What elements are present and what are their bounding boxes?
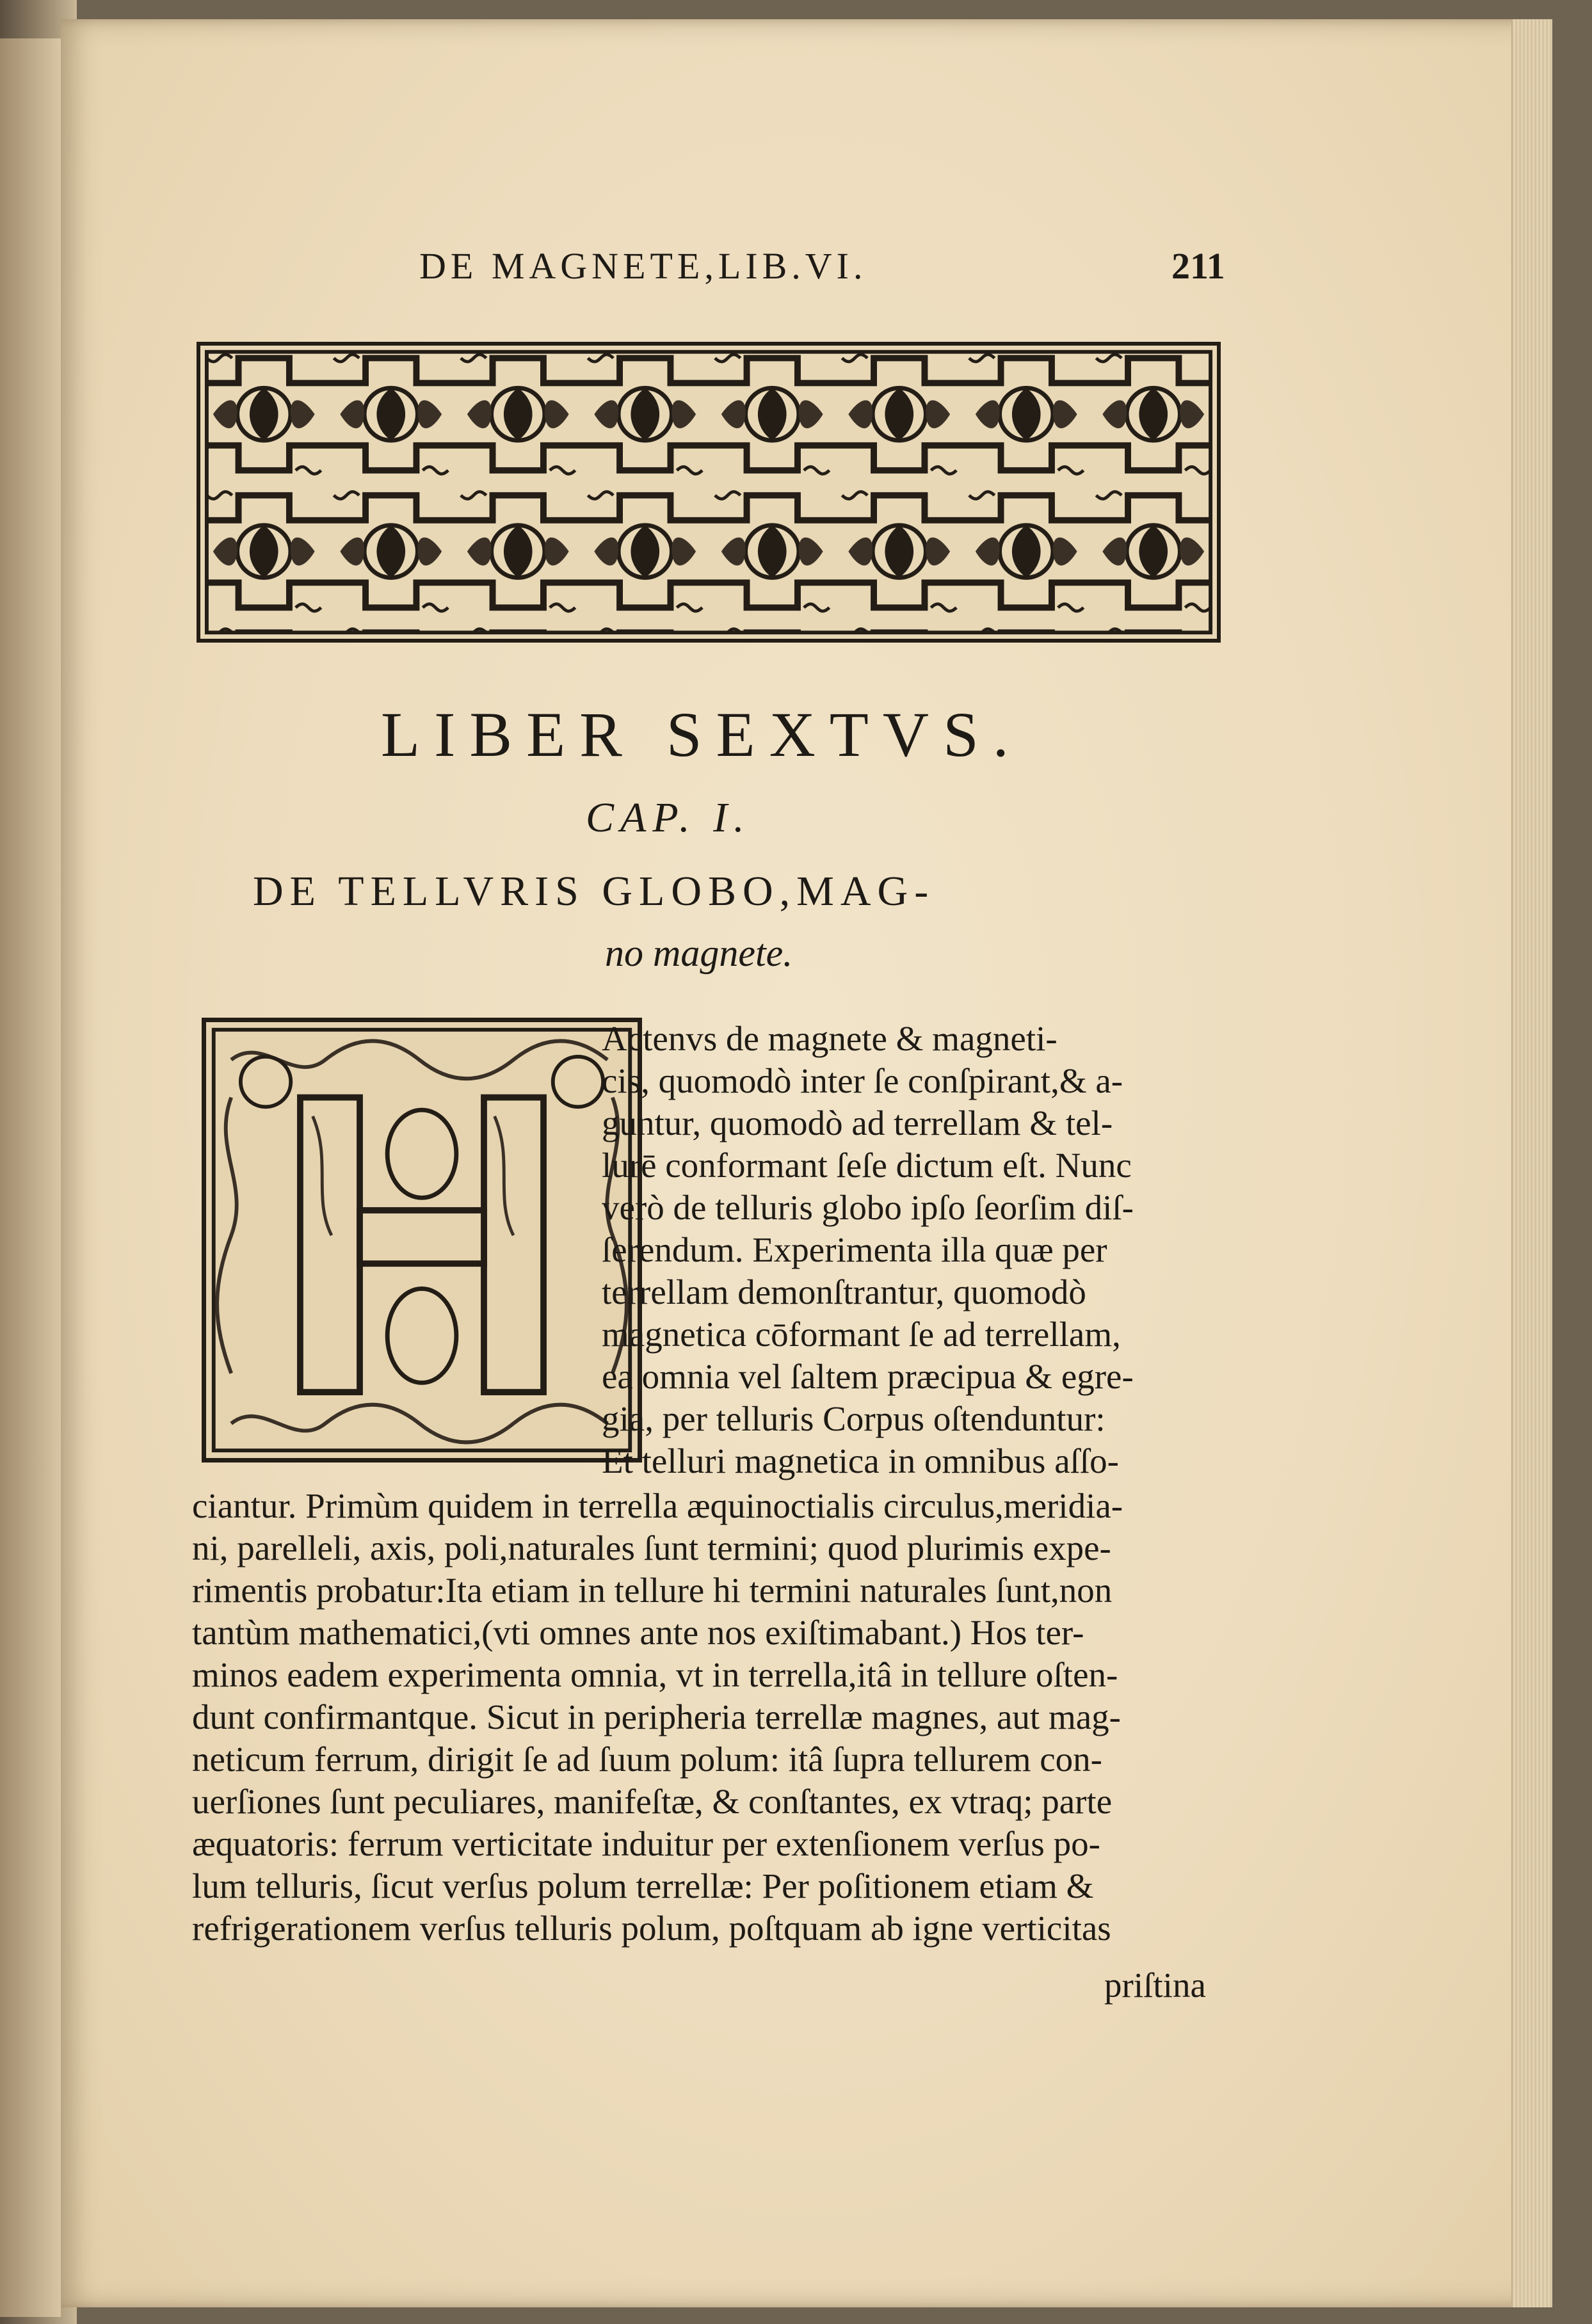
text-line: lum telluris, ſicut verſus polum terrellæ: Per poſitionem etiam &: [192, 1866, 1094, 1905]
text-line: æquatoris: ferrum verticitate induitur per extenſionem verſus po-: [192, 1824, 1100, 1863]
decorated-initial: [202, 1018, 642, 1463]
text-line: magnetica cōformant ſe ad terrellam,: [602, 1315, 1121, 1354]
book-title: LIBER SEXTVS.: [381, 699, 1023, 770]
text-line: lurē conformant ſeſe dictum eſt. Nunc: [602, 1146, 1132, 1185]
text-line: ſerendum. Experimenta illa quæ per: [602, 1230, 1107, 1269]
text-line: verò de telluris globo ipſo ſeorſim diſ-: [602, 1188, 1134, 1227]
text-line: Et telluri magnetica in omnibus aſſo-: [602, 1441, 1120, 1480]
catchword: priſtina: [1104, 1966, 1206, 2005]
text-line: refrigerationem verſus telluris polum, poſtquam ab igne verticitas: [192, 1909, 1111, 1948]
text-line: ciantur. Primùm quidem in terrella æquinoctialis circulus,meridia-: [192, 1486, 1123, 1525]
text-line: rimentis probatur:Ita etiam in tellure hi termini naturales ſunt,non: [192, 1571, 1113, 1610]
text-line: terrellam demonſtrantur, quomodò: [602, 1272, 1086, 1311]
running-head: DE MAGNETE,LIB.VI.: [419, 245, 867, 287]
ornament-pattern-icon: [200, 346, 1217, 639]
text-line: neticum ferrum, dirigit ſe ad ſuum polum: itâ ſupra tellurem con-: [192, 1740, 1102, 1779]
facing-page-edge: [0, 38, 63, 2317]
text-line: ea omnia vel ſaltem præcipua & egre-: [602, 1357, 1134, 1396]
text-line: ni, parelleli, axis, poli,naturales ſunt termini; quod plurimis expe-: [192, 1528, 1111, 1567]
initial-letter-h-icon: [206, 1022, 638, 1458]
page-edges: [1511, 19, 1552, 2307]
chapter-number: CAP. I.: [586, 794, 751, 841]
text-line: dunt confirmantque. Sicut in peripheria terrellæ magnes, aut mag-: [192, 1697, 1121, 1736]
text-line: tantùm mathematici,(vti omnes ante nos exiſtimabant.) Hos ter-: [192, 1613, 1084, 1652]
text-line: guntur, quomodò ad terrellam & tel-: [602, 1103, 1113, 1142]
page-number: 211: [1171, 245, 1225, 287]
chapter-heading-continued: no magnete.: [605, 932, 793, 974]
text-line: cis, quomodò inter ſe conſpirant,& a-: [602, 1061, 1123, 1100]
text-line: gia, per telluris Corpus oſtenduntur:: [602, 1399, 1106, 1438]
ornamental-headpiece: [197, 342, 1221, 643]
chapter-heading: DE TELLVRIS GLOBO,MAG-: [253, 868, 935, 915]
text-line: Actenvs de magnete & magneti-: [602, 1019, 1057, 1058]
text-line: uerſiones ſunt peculiares, manifeſtæ, & conſtantes, ex vtraq; parte: [192, 1782, 1113, 1821]
text-line: minos eadem experimenta omnia, vt in terrella,itâ in tellure oſten-: [192, 1655, 1118, 1694]
book-page: [61, 19, 1552, 2307]
